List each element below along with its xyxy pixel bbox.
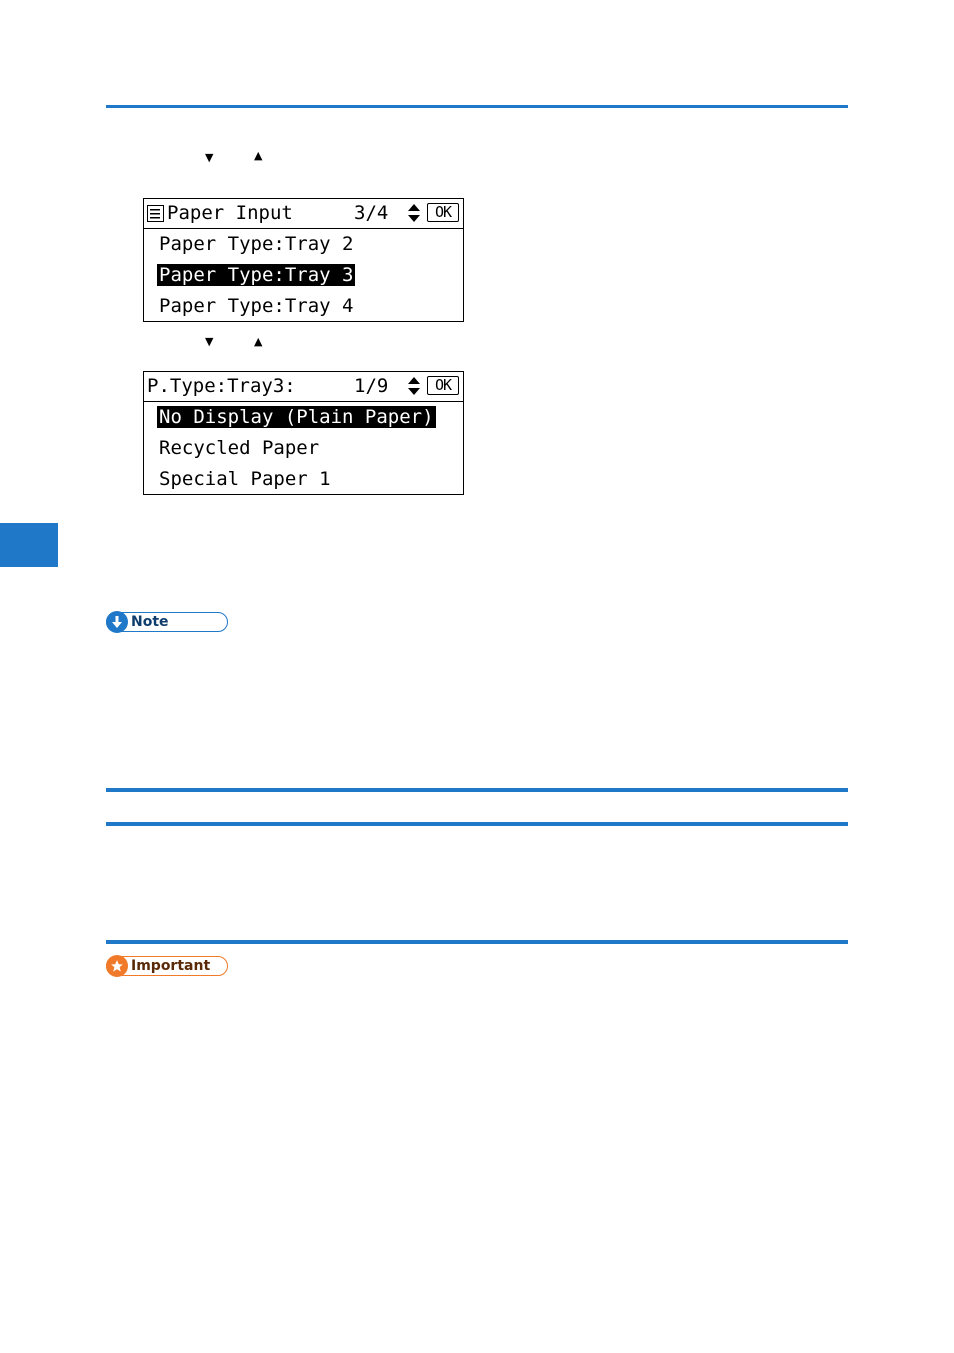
up-arrow-icon: ▲ [254, 335, 263, 348]
lcd-row-label: Paper Type:Tray 2 [159, 233, 354, 255]
up-arrow-icon: ▲ [254, 149, 263, 162]
down-arrow-icon [106, 611, 128, 633]
menu-icon [147, 205, 164, 222]
lcd-row-label: No Display (Plain Paper) [159, 406, 434, 428]
star-icon [106, 955, 128, 977]
important-badge [106, 956, 228, 976]
lcd-header [144, 199, 463, 229]
lcd-screen-paper-input [143, 198, 464, 322]
lcd-row[interactable] [144, 433, 463, 464]
ok-key-icon: OK [427, 203, 459, 222]
important-label: Important [131, 958, 211, 974]
lcd-row[interactable] [144, 229, 463, 260]
chapter-side-tab [0, 523, 58, 567]
up-down-scroll-icon [407, 376, 421, 396]
lcd-title-text: Paper Input [167, 202, 293, 224]
lcd-screen-paper-type-tray3 [143, 371, 464, 495]
section-rule-top [106, 788, 848, 792]
lcd-row-selected[interactable] [144, 402, 463, 433]
subsection-rule [106, 940, 848, 944]
lcd-title-text: P.Type:Tray3: [147, 375, 296, 397]
lcd-page-indicator: 3/4 [354, 202, 389, 224]
section-rule-bottom [106, 822, 848, 826]
down-arrow-icon: ▼ [205, 151, 214, 164]
up-down-scroll-icon [407, 203, 421, 223]
lcd-row-label: Paper Type:Tray 3 [159, 264, 354, 286]
note-label: Note [131, 614, 169, 630]
lcd-row-label: Recycled Paper [159, 437, 320, 459]
lcd-page-indicator: 1/9 [354, 375, 389, 397]
lcd-title [147, 199, 293, 228]
lcd-row[interactable] [144, 464, 463, 495]
lcd-header [144, 372, 463, 402]
lcd-title [147, 372, 296, 401]
lcd-row-label: Special Paper 1 [159, 468, 331, 490]
lcd-row-label: Paper Type:Tray 4 [159, 295, 354, 317]
down-arrow-icon: ▼ [205, 335, 214, 348]
lcd-row[interactable] [144, 291, 463, 322]
header-rule [106, 105, 848, 108]
lcd-row-selected[interactable] [144, 260, 463, 291]
ok-key-icon: OK [427, 376, 459, 395]
note-badge [106, 612, 228, 632]
